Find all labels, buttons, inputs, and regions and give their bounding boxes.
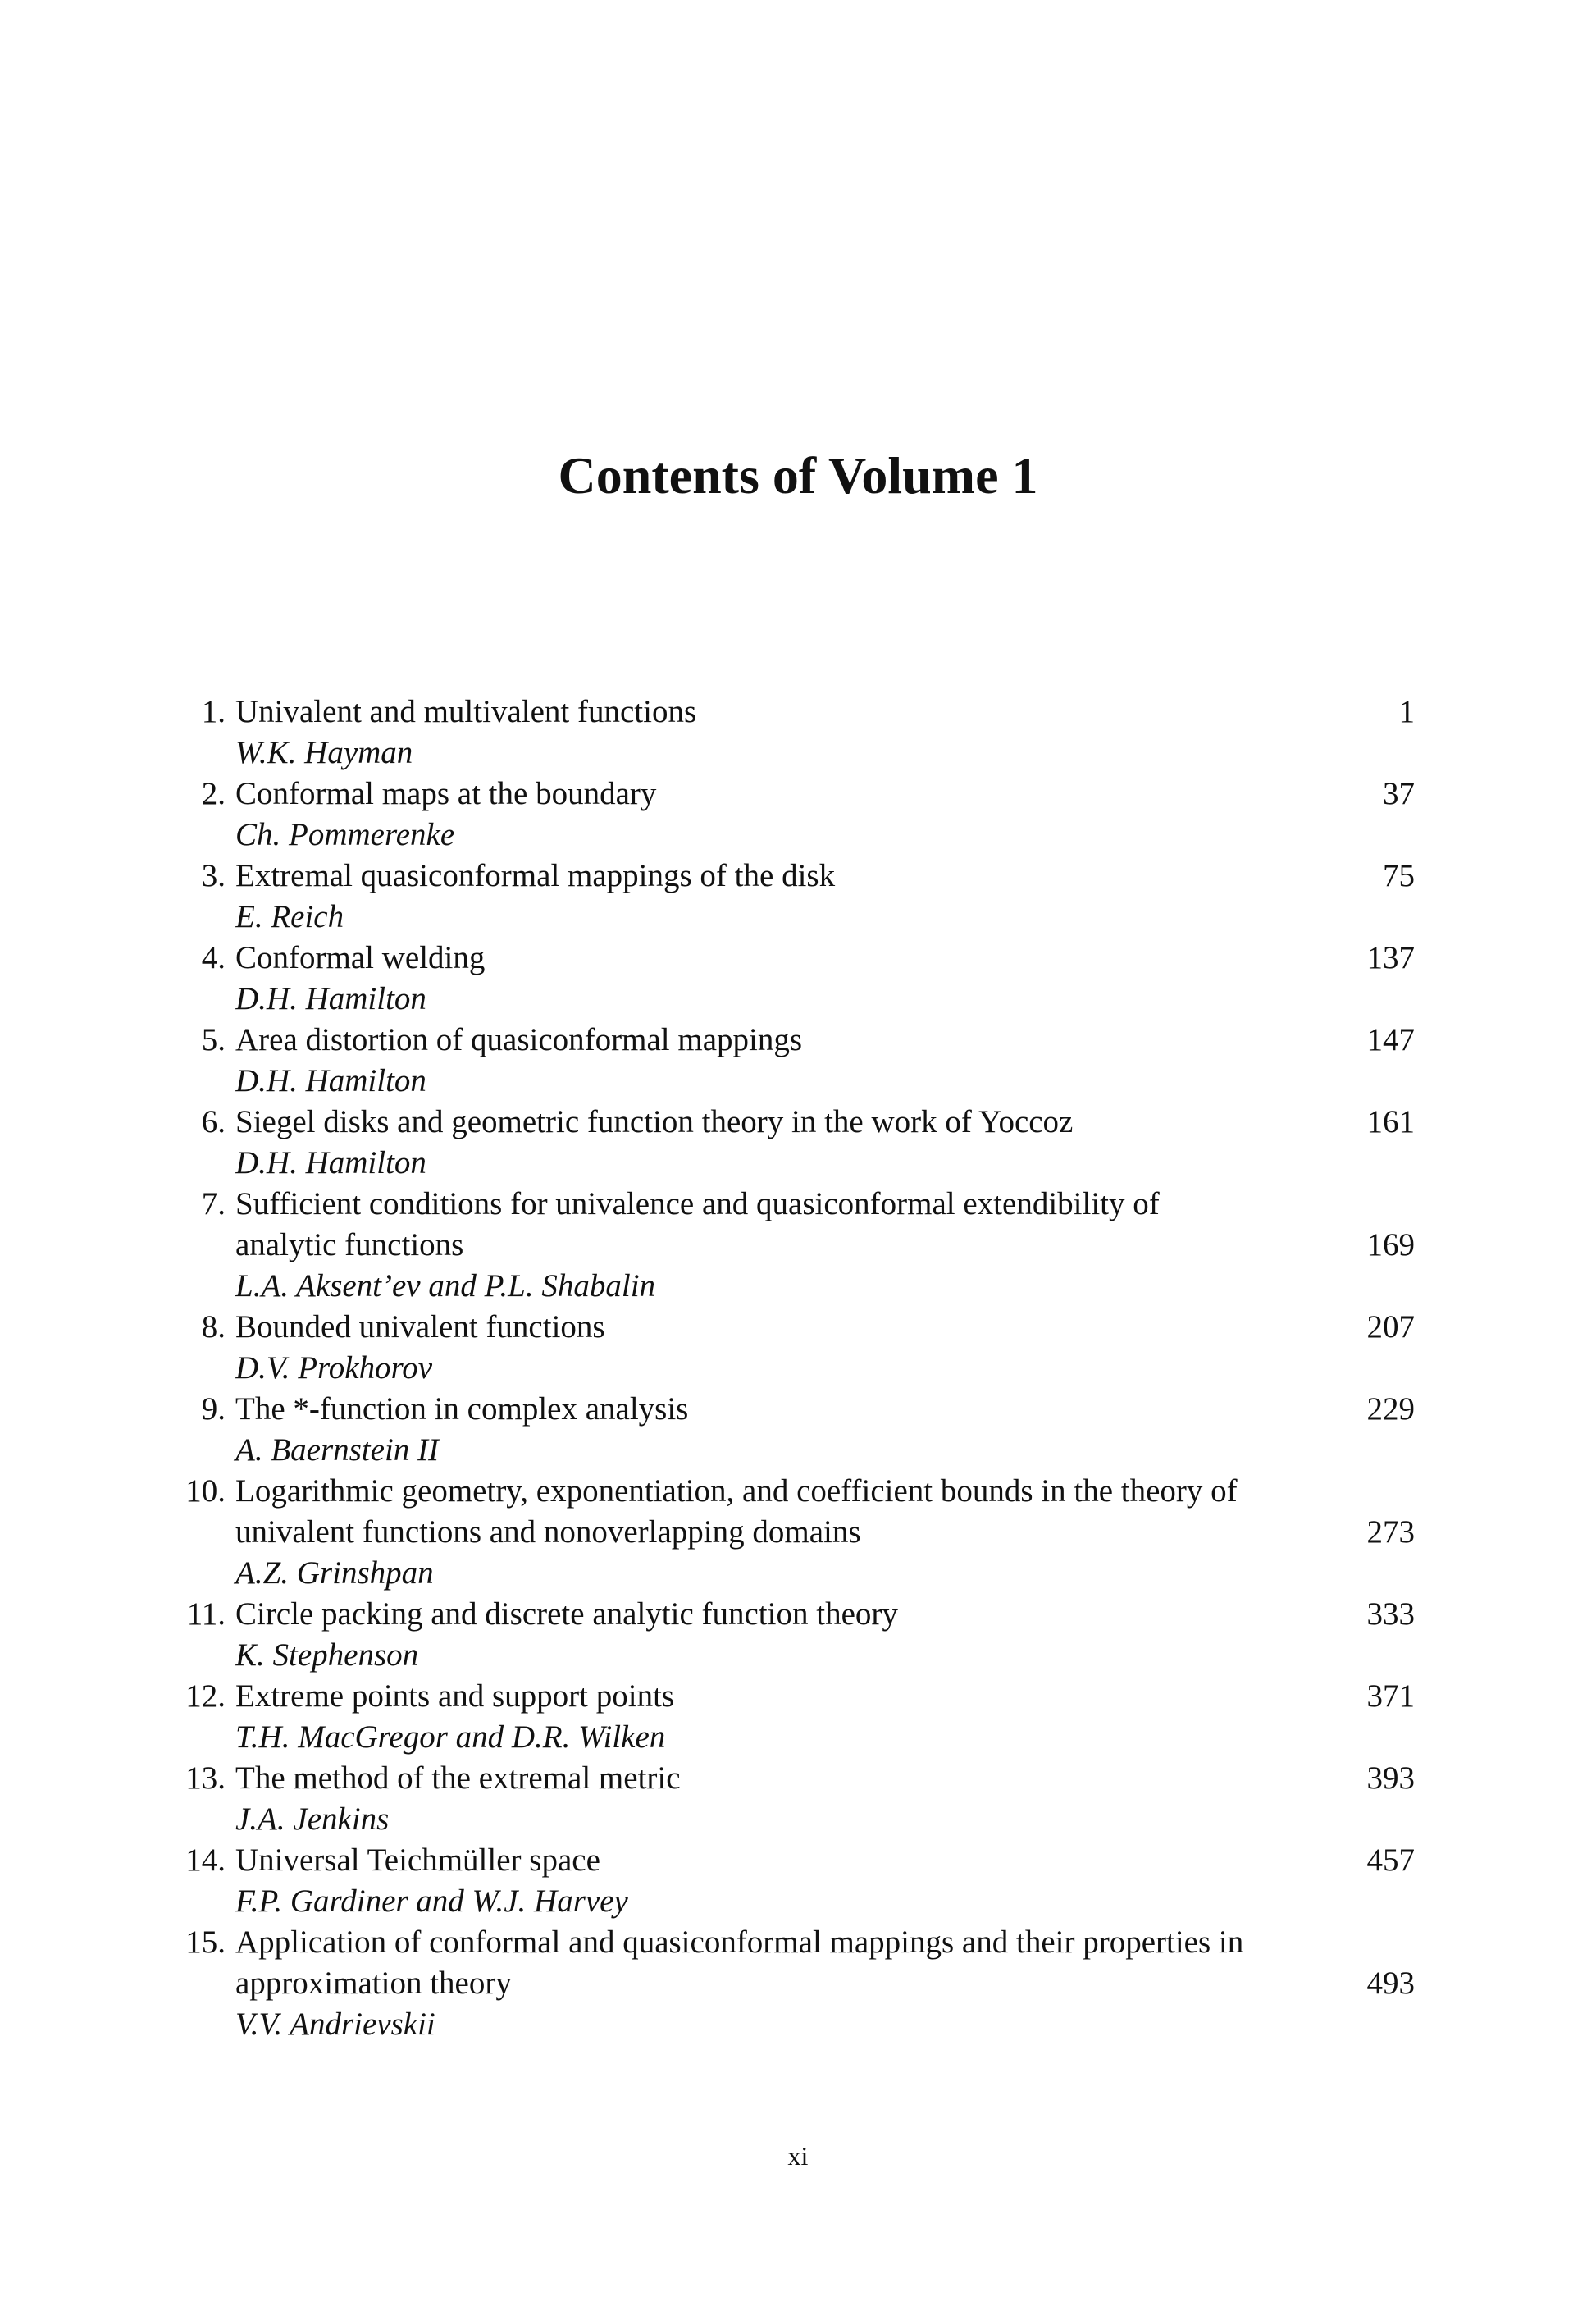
toc-entry-author: V.V. Andrievskii (235, 2007, 435, 2042)
toc-entry-author: D.H. Hamilton (235, 1145, 426, 1180)
toc-entry-page-number: 393 (1366, 1760, 1415, 1796)
toc-entry[interactable] (168, 1389, 1415, 1471)
toc-entry-number: 6. (201, 1104, 226, 1139)
toc-entry-author: D.H. Hamilton (235, 1063, 426, 1098)
toc-entry-page-number: 371 (1366, 1678, 1415, 1714)
toc-entry-number: 12. (185, 1678, 226, 1714)
toc-entry-page-number: 1 (1398, 694, 1415, 729)
toc-entry-title[interactable]: Univalent and multivalent functions (235, 694, 697, 729)
toc-entry[interactable] (168, 1184, 1415, 1307)
toc-entry-title[interactable]: Universal Teichmüller space (235, 1842, 600, 1878)
toc-entry[interactable] (168, 692, 1415, 774)
toc-entry-title[interactable]: Conformal welding (235, 940, 486, 975)
toc-entry[interactable] (168, 774, 1415, 856)
toc-entry-number: 15. (185, 1924, 226, 1960)
toc-entry-title[interactable]: The method of the extremal metric (235, 1760, 681, 1796)
toc-entry-title[interactable]: univalent functions and nonoverlapping domains (235, 1514, 861, 1550)
toc-entry-page-number: 493 (1366, 1966, 1415, 2001)
toc-entry-page-number: 137 (1366, 940, 1415, 975)
toc-entry-page-number: 273 (1366, 1514, 1415, 1550)
page-folio: xi (787, 2141, 809, 2171)
toc-entry-author: D.V. Prokhorov (235, 1350, 433, 1386)
toc-entry-number: 14. (185, 1842, 226, 1878)
toc-entry-author: A. Baernstein II (235, 1432, 440, 1468)
toc-entry-page-number: 75 (1383, 858, 1415, 893)
toc-entry-number: 9. (201, 1391, 226, 1427)
toc-entry-title[interactable]: Logarithmic geometry, exponentiation, and coefficient bounds in the theory of (235, 1473, 1238, 1509)
table-of-contents (168, 692, 1415, 2045)
toc-entry-title[interactable]: Bounded univalent functions (235, 1309, 605, 1345)
toc-entry-number: 2. (201, 776, 226, 811)
toc-entry-author: K. Stephenson (235, 1637, 419, 1673)
toc-entry[interactable] (168, 1758, 1415, 1840)
toc-entry-page-number: 169 (1366, 1227, 1415, 1262)
toc-entry[interactable] (168, 1307, 1415, 1389)
toc-entry-page-number: 207 (1366, 1309, 1415, 1345)
toc-entry[interactable] (168, 1840, 1415, 1922)
toc-entry-title[interactable]: Area distortion of quasiconformal mappings (235, 1022, 803, 1057)
toc-entry-author: F.P. Gardiner and W.J. Harvey (235, 1883, 628, 1919)
toc-entry-number: 10. (185, 1473, 226, 1509)
toc-entry-author: A.Z. Grinshpan (235, 1555, 434, 1591)
page-title: Contents of Volume 1 (558, 446, 1038, 505)
toc-entry-author: L.A. Aksent’ev and P.L. Shabalin (235, 1268, 656, 1304)
toc-entry-title[interactable]: Extreme points and support points (235, 1678, 675, 1714)
toc-entry-title[interactable]: Siegel disks and geometric function theory in the work of Yoccoz (235, 1104, 1074, 1139)
toc-entry-page-number: 229 (1366, 1391, 1415, 1427)
toc-entry-title[interactable]: analytic functions (235, 1227, 464, 1262)
toc-entry[interactable] (168, 1594, 1415, 1676)
toc-entry-page-number: 333 (1366, 1596, 1415, 1632)
toc-entry-number: 8. (201, 1309, 226, 1345)
toc-entry-title[interactable]: Extremal quasiconformal mappings of the disk (235, 858, 836, 893)
toc-entry-number: 7. (201, 1186, 226, 1221)
toc-entry-page-number: 147 (1366, 1022, 1415, 1057)
toc-entry-page-number: 457 (1366, 1842, 1415, 1878)
toc-entry-author: E. Reich (235, 899, 344, 934)
toc-entry-number: 5. (201, 1022, 226, 1057)
toc-entry-author: Ch. Pommerenke (235, 817, 455, 852)
toc-entry-author: T.H. MacGregor and D.R. Wilken (235, 1719, 666, 1755)
toc-entry[interactable] (168, 1922, 1415, 2045)
toc-entry[interactable] (168, 1102, 1415, 1184)
toc-entry-page-number: 161 (1366, 1104, 1415, 1139)
toc-entry-title[interactable]: Sufficient conditions for univalence and quasiconformal extendibility of (235, 1186, 1160, 1221)
toc-entry-title[interactable]: approximation theory (235, 1966, 512, 2001)
toc-entry-title[interactable]: Application of conformal and quasiconformal mappings and their properties in (235, 1924, 1244, 1960)
toc-entry-page-number: 37 (1383, 776, 1415, 811)
toc-entry-title[interactable]: Circle packing and discrete analytic function theory (235, 1596, 898, 1632)
toc-entry-number: 13. (185, 1760, 226, 1796)
toc-entry[interactable] (168, 1020, 1415, 1102)
toc-entry[interactable] (168, 856, 1415, 938)
toc-entry-author: J.A. Jenkins (235, 1801, 390, 1837)
toc-entry-title[interactable]: The *-function in complex analysis (235, 1391, 689, 1427)
toc-entry-author: W.K. Hayman (235, 735, 413, 770)
toc-entry-number: 3. (201, 858, 226, 893)
toc-entry-author: D.H. Hamilton (235, 981, 426, 1016)
toc-entry[interactable] (168, 938, 1415, 1020)
toc-entry[interactable] (168, 1676, 1415, 1758)
toc-entry[interactable] (168, 1471, 1415, 1594)
toc-entry-number: 1. (201, 694, 226, 729)
toc-entry-title[interactable]: Conformal maps at the boundary (235, 776, 657, 811)
toc-entry-number: 11. (186, 1596, 226, 1632)
toc-entry-number: 4. (201, 940, 226, 975)
